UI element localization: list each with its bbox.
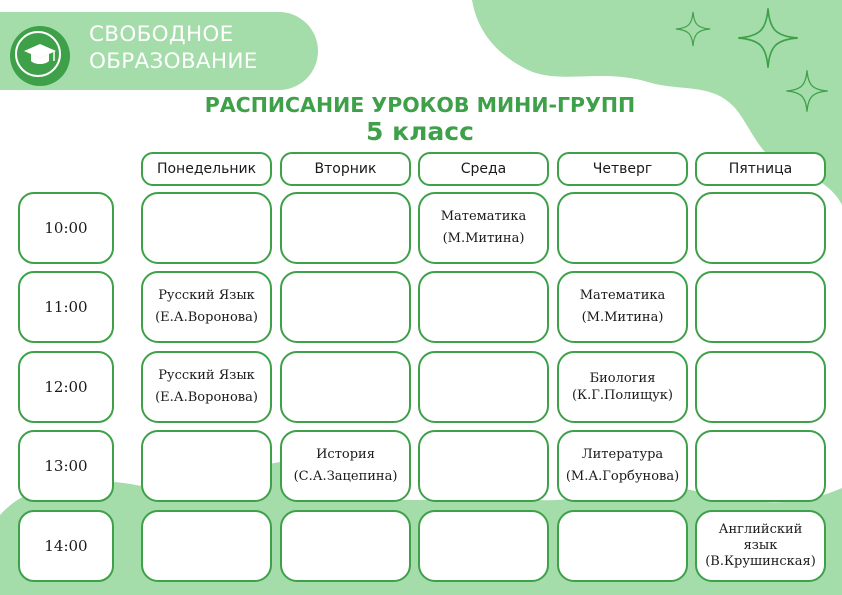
schedule-cell-tue-1000 [280,192,411,264]
sparkle-star-icon [784,68,830,114]
lesson-subject: Русский Язык [158,368,255,384]
schedule-cell-tue-1400 [280,510,411,582]
schedule-cell-mon-1100 [141,271,272,343]
schedule-cell-thu-1300 [557,430,688,502]
schedule-cell-fri-1000 [695,192,826,264]
schedule-cell-thu-1200 [557,351,688,423]
sparkle-star-icon [674,10,712,48]
lesson-teacher: (М.Митина) [581,310,664,325]
schedule-cell-thu-1400 [557,510,688,582]
schedule-cell-tue-1200 [280,351,411,423]
logo-ring [15,31,61,77]
lesson-subject: Русский Язык [158,288,255,304]
schedule-cell-wed-1200 [418,351,549,423]
lesson-subject: Литература [581,447,664,463]
schedule-cell-tue-1300 [280,430,411,502]
schedule-cell-mon-1300 [141,430,272,502]
lesson-teacher: (К.Г.Полищук) [571,387,674,403]
schedule-cell-wed-1400 [418,510,549,582]
schedule-cell-mon-1400 [141,510,272,582]
lesson-subject: Биология [589,370,656,386]
schedule-cell-mon-1000 [141,192,272,264]
time-slot-1400: 14:00 [18,510,114,582]
brand-name-line1: СВОБОДНОЕ [89,22,234,47]
schedule-cell-fri-1300 [695,430,826,502]
schedule-cell-tue-1100 [280,271,411,343]
lesson-subject: Математика [440,209,527,225]
page-title: РАСПИСАНИЕ УРОКОВ МИНИ-ГРУПП [204,93,636,117]
day-header-tuesday: Вторник [280,152,411,186]
lesson-subject: История [316,447,375,463]
schedule-cell-mon-1200 [141,351,272,423]
schedule-cell-wed-1100 [418,271,549,343]
day-header-wednesday: Среда [418,152,549,186]
sparkle-star-icon [735,5,801,71]
lesson-teacher: (Е.А.Воронова) [155,390,258,405]
time-slot-1100: 11:00 [18,271,114,343]
grade-subtitle: 5 класс [366,117,474,146]
schedule-cell-wed-1000 [418,192,549,264]
day-header-thursday: Четверг [557,152,688,186]
schedule-cell-wed-1300 [418,430,549,502]
schedule-cell-thu-1100 [557,271,688,343]
schedule-cell-fri-1200 [695,351,826,423]
time-slot-1200: 12:00 [18,351,114,423]
schedule-cell-fri-1100 [695,271,826,343]
brand-name-line2: ОБРАЗОВАНИЕ [89,49,258,74]
lesson-teacher: (В.Крушинская) [705,554,816,570]
time-slot-1000: 10:00 [18,192,114,264]
lesson-teacher: (Е.А.Воронова) [155,310,258,325]
lesson-teacher: (М.Митина) [442,231,525,246]
day-header-friday: Пятница [695,152,826,186]
day-header-monday: Понедельник [141,152,272,186]
lesson-teacher: (М.А.Горбунова) [565,469,680,484]
schedule-cell-fri-1400 [695,510,826,582]
time-slot-1300: 13:00 [18,430,114,502]
lesson-subject: Английский язык [718,522,803,553]
lesson-subject: Математика [579,288,666,304]
lesson-teacher: (С.А.Зацепина) [293,469,398,484]
schedule-cell-thu-1000 [557,192,688,264]
